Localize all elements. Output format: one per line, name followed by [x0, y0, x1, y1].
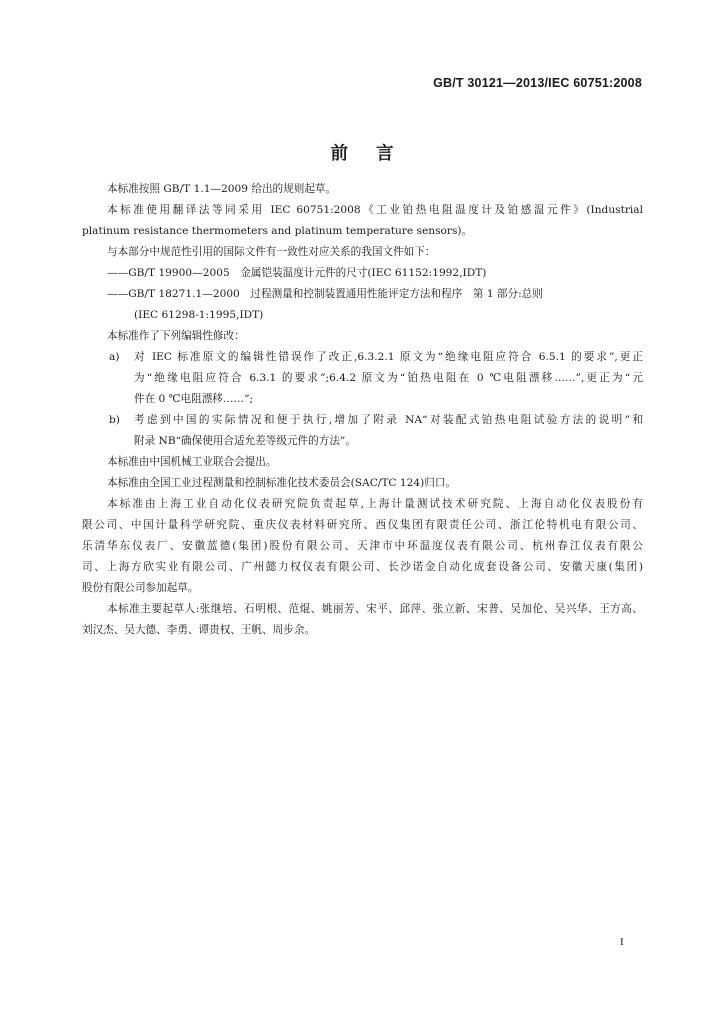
- text-line: 本标准主要起草人:张继培、石明根、范焜、姚丽芳、宋平、邱萍、张立新、宋普、吴加伦、吴兴华、王方高、: [107, 603, 643, 615]
- text-line: 附录 NB“确保使用合适允差等级元件的方法”。: [134, 435, 356, 447]
- list-item: ——GB/T 18271.1—2000 过程测量和控制装置通用性能评定方法和程序 第 1 部分:总则: [107, 288, 543, 300]
- text-line: platinum resistance thermometers and platinum temperature sensors)。: [82, 225, 473, 237]
- text-line: 刘汉杰、吴大德、李勇、谭贵权、王帆、周步余。: [82, 624, 316, 636]
- text-line: 限公司、中国计量科学研究院、重庆仪表材料研究所、西仪集团有限责任公司、浙江伦特机电有限公司、: [82, 519, 643, 531]
- page-number: I: [620, 936, 624, 948]
- text-line: (IEC 61298-1:1995,IDT): [134, 309, 264, 321]
- text-line: 本标准由上海工业自动化仪表研究院负责起草,上海计量测试技术研究院、上海自动化仪表股份有: [107, 498, 643, 510]
- text-line: 本标准由中国机械工业联合会提出。: [107, 456, 277, 468]
- text-line: 与本部分中规范性引用的国际文件有一致性对应关系的我国文件如下：: [107, 246, 436, 258]
- list-marker: a): [109, 351, 120, 363]
- text-line: 司、上海方欣实业有限公司、广州懿力权仪表有限公司、长沙诺金自动化成套设备公司、安徽天康(集团): [82, 561, 643, 573]
- text-line: 本标准由全国工业过程测量和控制标准化技术委员会(SAC/TC 124)归口。: [107, 477, 457, 489]
- text-line: 件在 0 ℃电阻漂移……”;: [134, 393, 254, 405]
- text-line: 乐清华东仪表厂、安徽蓝德(集团)股份有限公司、天津市中环温度仪表有限公司、杭州春江仪表有限公: [82, 540, 643, 552]
- list-item: ——GB/T 19900—2005 金属铠装温度计元件的尺寸(IEC 61152:1992,IDT): [107, 267, 487, 279]
- text-line: 本标准使用翻译法等同采用 IEC 60751:2008《工业铂热电阻温度计及铂感温元件》(Industrial: [107, 204, 643, 216]
- page-title: 前言: [330, 144, 422, 164]
- text-line: 本标准作了下列编辑性修改：: [107, 330, 245, 342]
- list-marker: b): [109, 414, 120, 426]
- text-line: 为“绝缘电阻应符合 6.3.1 的要求”;6.4.2 原文为“铂热电阻在 0 ℃电阻漂移……”,更正为“元: [134, 372, 643, 384]
- text-line: 股份有限公司参加起草。: [82, 582, 199, 594]
- standard-number-header: GB/T 30121—2013/IEC 60751:2008: [433, 76, 642, 90]
- text-line: 本标准按照 GB/T 1.1—2009 给出的规则起草。: [107, 183, 337, 195]
- text-line: 考虑到中国的实际情况和便于执行,增加了附录 NA“对装配式铂热电阻试验方法的说明”和: [134, 414, 643, 426]
- text-line: 对 IEC 标准原文的编辑性错误作了改正,6.3.2.1 原文为“绝缘电阻应符合 6.5.1 的要求”,更正: [134, 351, 643, 363]
